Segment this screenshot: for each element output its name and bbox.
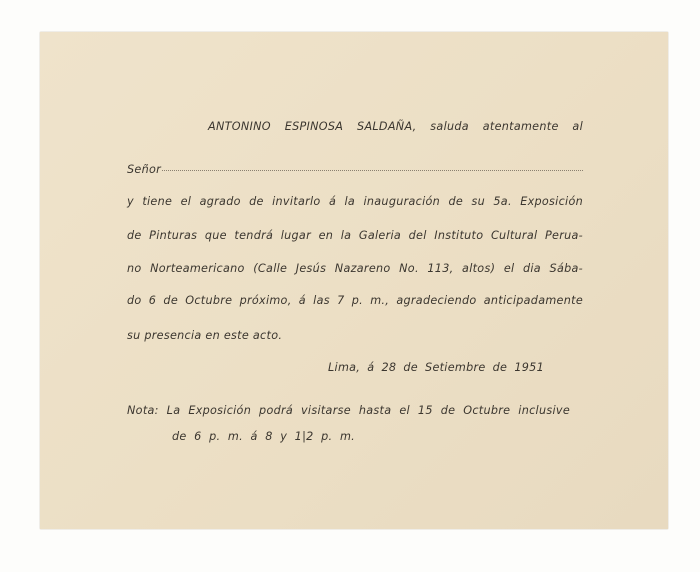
- salutation: Señor: [127, 163, 162, 176]
- body-line: no Norteamericano (Calle Jesús Nazareno No. 113, altos) el dia Sába-: [127, 262, 583, 275]
- body-line: do 6 de Octubre próximo, á las 7 p. m., agradeciendo anticipadamente: [127, 294, 583, 307]
- note-hours: de 6 p. m. á 8 y 1|2 p. m.: [172, 430, 355, 443]
- note-line: Nota: La Exposición podrá visitarse hasta el 15 de Octubre inclusive: [127, 404, 570, 417]
- invitation-card: [40, 32, 668, 529]
- name-blank-line: [162, 170, 583, 171]
- body-line: de Pinturas que tendrá lugar en la Galeria del Instituto Cultural Perua-: [127, 229, 583, 242]
- greeting-line: ANTONINO ESPINOSA SALDAÑA, saluda atentamente al: [208, 120, 583, 133]
- body-line: su presencia en este acto.: [127, 329, 283, 342]
- place-date: Lima, á 28 de Setiembre de 1951: [328, 361, 544, 374]
- body-line: y tiene el agrado de invitarlo á la inauguración de su 5a. Exposición: [127, 195, 583, 208]
